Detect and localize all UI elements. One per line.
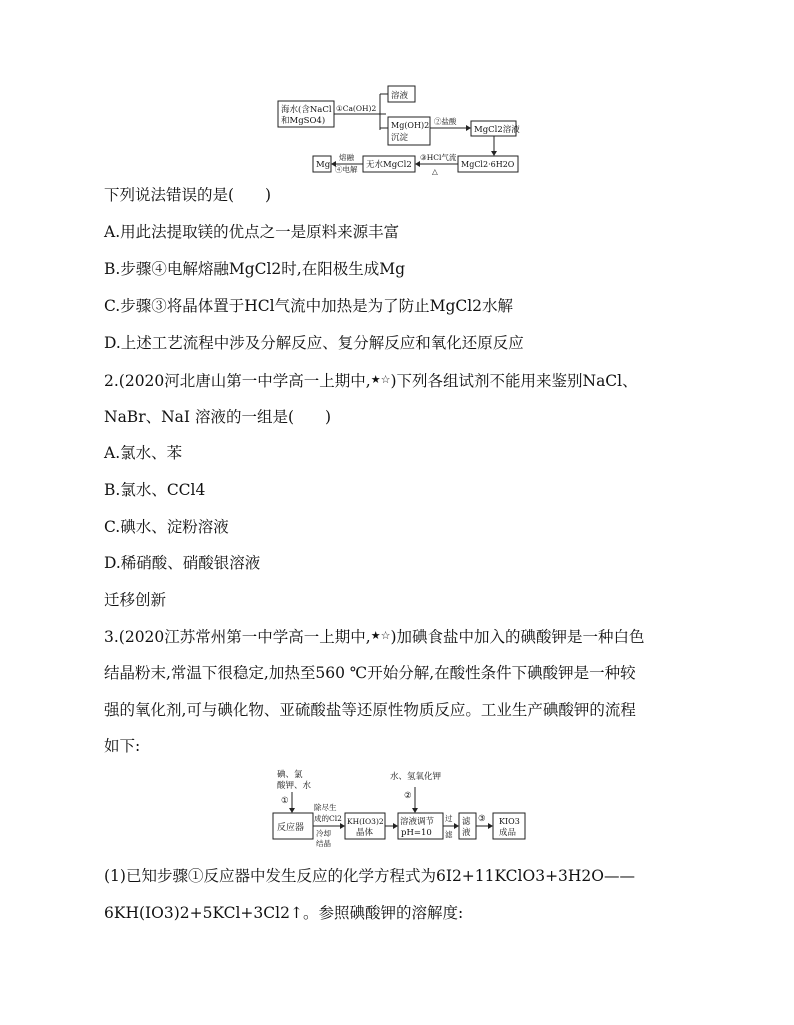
adjust-line2: pH=10 [401,828,432,838]
product-line2: 成品 [499,828,517,838]
cool-line2: 结晶 [316,839,331,848]
remove-line1: 除尽生 [314,803,337,812]
delta-label: △ [432,167,438,176]
anhydrous-label: 无水MgCl2 [366,160,412,170]
inputs2-line1: 水、氢氧化钾 [390,772,442,782]
q1-option-a: A.用此法提取镁的优点之一是原料来源丰富 [104,223,400,241]
inputs1-line1: 碘、氯 [277,770,303,780]
q3-line4: 如下: [104,737,141,755]
q1-option-b: B.步骤④电解熔融MgCl2时,在阳极生成Mg [104,260,406,278]
section-title: 迁移创新 [104,591,167,609]
remove-line2: 成的Cl2 [314,814,342,823]
inputs1-line2: 酸钾、水 [277,781,312,791]
crystal-line2: 晶体 [356,828,374,838]
q2-stem-line2: NaBr、NaI 溶液的一组是( ) [104,408,332,426]
solution-label: 溶液 [391,91,409,101]
crystal-line1: KH(IO3)2 [347,817,384,826]
q3-line2: 结晶粉末,常温下很稳定,加热至560 ℃开始分解,在酸性条件下碘酸钾是一种较 [104,664,636,682]
hydrate-label: MgCl2·6H2O [461,160,515,169]
step4-label-2: ④电解 [335,165,358,174]
step1-label: ①Ca(OH)2 [336,104,377,113]
cool-line1: 冷却 [316,829,331,838]
q3-part1-line1: (1)已知步骤①反应器中发生反应的化学方程式为6I2+11KClO3+3H2O—— [104,867,635,885]
q2-option-b: B.氯水、CCl4 [104,481,206,499]
step3-label: ③HCl气流 [420,153,457,162]
product-line1: KIO3 [499,817,520,826]
q2-option-a: A.氯水、苯 [104,444,183,462]
difficulty-stars: ★☆ [370,629,391,642]
filtrate-line2: 液 [462,828,471,838]
difficulty-stars: ★☆ [370,373,391,386]
q3-source: 3.(2020江苏常州第一中学高一上期中, [104,628,371,646]
step3-marker: ③ [478,814,486,824]
mgoh2-label-2: 沉淀 [391,133,409,143]
filter-line2: 滤 [445,830,453,839]
inputs1-step: ① [281,796,289,806]
mg-label: Mg [316,160,331,170]
step4-label-1: 熔融 [339,153,354,162]
q3-line1 [104,626,645,647]
q2-stem-rest: )下列各组试剂不能用来鉴别NaCl、 [390,372,638,390]
step2-label: ②盐酸 [434,117,457,126]
magnesium-flow-diagram [0,0,794,180]
adjust-line1: 溶液调节 [400,817,435,827]
q3-line3: 强的氧化剂,可与碘化物、亚硫酸盐等还原性物质反应。工业生产碘酸钾的流程 [104,701,636,719]
seawater-label-2: 和MgSO4) [281,116,326,126]
filtrate-line1: 滤 [462,817,471,827]
potassium-iodate-flow-diagram [0,765,794,875]
reactor-label: 反应器 [277,823,305,833]
q2-stem-line1 [104,370,638,391]
inputs2-step: ② [404,791,412,801]
q1-stem: 下列说法错误的是( ) [104,186,272,204]
q2-option-d: D.稀硝酸、硝酸银溶液 [104,554,261,572]
seawater-label-1: 海水(含NaCl [281,105,332,115]
mgoh2-label-1: Mg(OH)2 [391,121,430,130]
q3-part1-line2: 6KH(IO3)2+5KCl+3Cl2↑。参照碘酸钾的溶解度: [104,904,464,922]
q1-option-d: D.上述工艺流程中涉及分解反应、复分解反应和氧化还原反应 [104,334,524,352]
q2-option-c: C.碘水、淀粉溶液 [104,518,229,536]
q1-option-c: C.步骤③将晶体置于HCl气流中加热是为了防止MgCl2水解 [104,297,514,315]
mgcl2-solution-label: MgCl2溶液 [474,125,520,135]
q2-source: 2.(2020河北唐山第一中学高一上期中, [104,372,371,390]
filter-line1: 过 [445,814,453,823]
q3-line1-rest: )加碘食盐中加入的碘酸钾是一种白色 [390,628,645,646]
